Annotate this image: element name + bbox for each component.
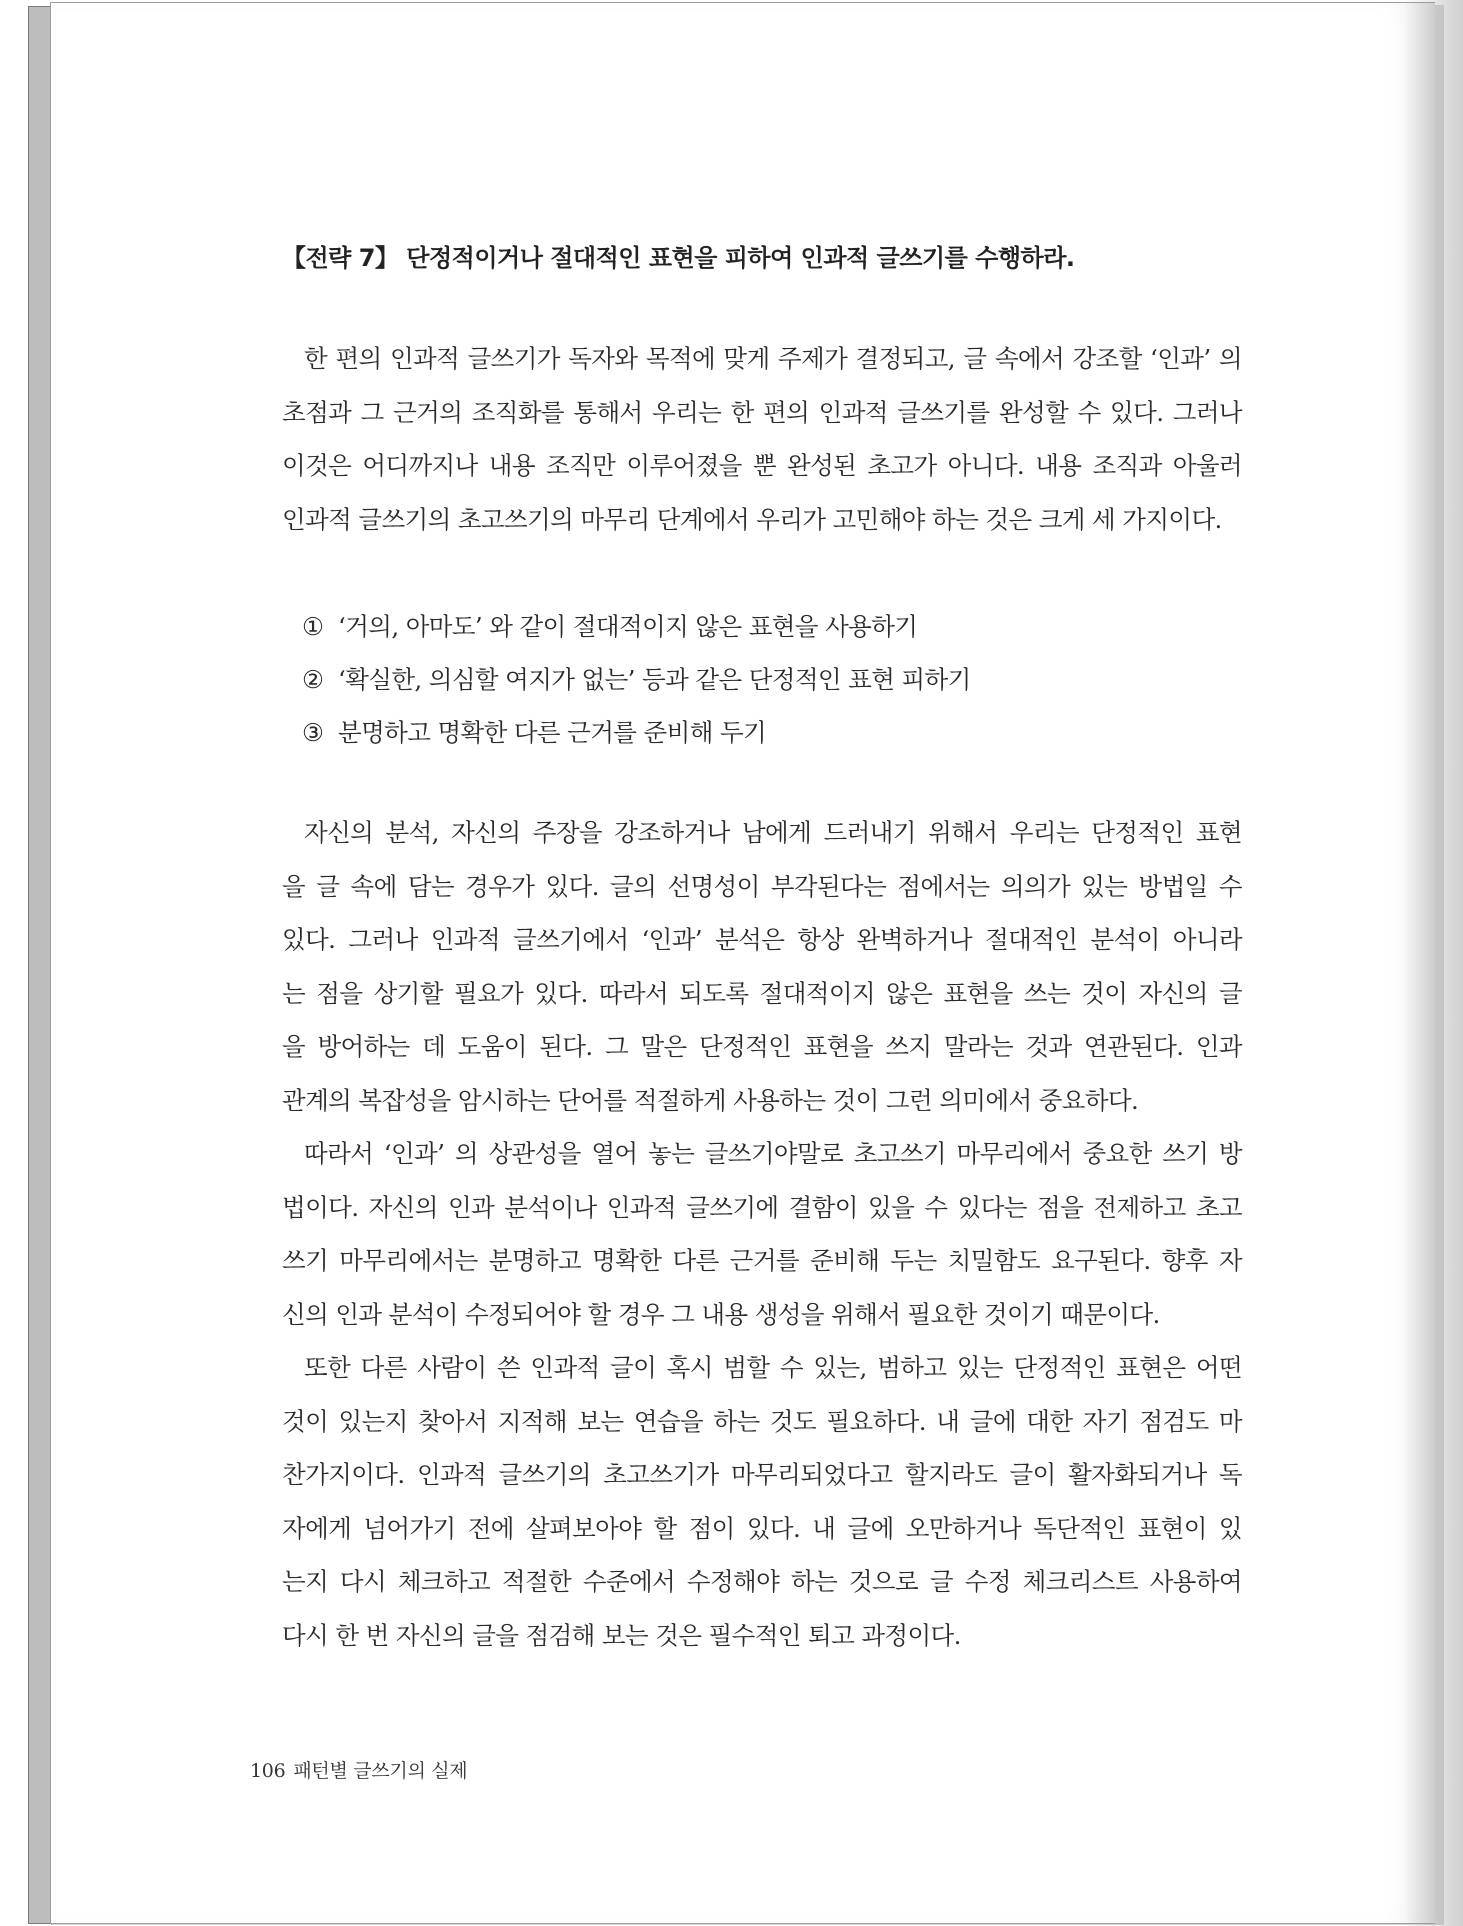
body-line: 을 방어하는 데 도움이 된다. 그 말은 단정적인 표현을 쓰지 말라는 것과 연관된다. 인과 <box>282 1032 1242 1061</box>
intro-paragraph <box>282 332 1242 546</box>
section-heading: 【전략 7】 단정적이거나 절대적인 표현을 피하여 인과적 글쓰기를 수행하라. <box>282 244 1075 272</box>
list-item-number: ② <box>302 665 324 694</box>
body-line: 있다. 그러나 인과적 글쓰기에서 ‘인과’ 분석은 항상 완벽하거나 절대적인 분석이 아니라 <box>282 925 1242 954</box>
body-line: 따라서 ‘인과’ 의 상관성을 열어 놓는 글쓰기야말로 초고쓰기 마무리에서 중요한 쓰기 방 <box>304 1139 1242 1168</box>
page-number: 106 <box>250 1760 286 1782</box>
running-title: 패턴별 글쓰기의 실제 <box>293 1760 468 1782</box>
body-line: 쓰기 마무리에서는 분명하고 명확한 다른 근거를 준비해 두는 치밀함도 요구된다. 향후 자 <box>282 1246 1242 1275</box>
list-item-text: 분명하고 명확한 다른 근거를 준비해 두기 <box>338 718 767 747</box>
body-line: 관계의 복잡성을 암시하는 단어를 적절하게 사용하는 것이 그런 의미에서 중요하다. <box>282 1085 1139 1115</box>
body-line: 는 점을 상기할 필요가 있다. 따라서 되도록 절대적이지 않은 표현을 쓰는 것이 자신의 글 <box>282 978 1242 1008</box>
body-line: 자에게 넘어가기 전에 살펴보아야 할 점이 있다. 내 글에 오만하거나 독단적인 표현이 있 <box>282 1513 1242 1543</box>
body-line: 다시 한 번 자신의 글을 점검해 보는 것은 필수적인 퇴고 과정이다. <box>282 1620 961 1650</box>
list-item-number: ① <box>302 612 324 641</box>
list-item <box>302 706 1202 759</box>
list-item-number: ③ <box>302 718 324 747</box>
page-shadow <box>1403 0 1463 1926</box>
intro-line: 한 편의 인과적 글쓰기가 독자와 목적에 맞게 주제가 결정되고, 글 속에서 강조할 ‘인과’ 의 <box>304 344 1242 373</box>
body-line: 을 글 속에 담는 경우가 있다. 글의 선명성이 부각된다는 점에서는 의의가 있는 방법일 수 <box>282 871 1242 901</box>
list-item <box>302 653 1202 706</box>
body-line: 는지 다시 체크하고 적절한 수준에서 수정해야 하는 것으로 글 수정 체크리스트 사용하여 <box>282 1567 1242 1596</box>
intro-line: 인과적 글쓰기의 초고쓰기의 마무리 단계에서 우리가 고민해야 하는 것은 크게 세 가지이다. <box>282 504 1222 534</box>
numbered-list <box>302 600 1202 759</box>
intro-line: 초점과 그 근거의 조직화를 통해서 우리는 한 편의 인과적 글쓰기를 완성할 수 있다. 그러나 <box>282 397 1242 427</box>
body-paragraphs <box>282 806 1242 1662</box>
body-line: 찬가지이다. 인과적 글쓰기의 초고쓰기가 마무리되었다고 할지라도 글이 활자화되거나 독 <box>282 1460 1242 1489</box>
list-item-text: ‘확실한, 의심할 여지가 없는’ 등과 같은 단정적인 표현 피하기 <box>338 665 971 694</box>
intro-line: 이것은 어디까지나 내용 조직만 이루어졌을 뿐 완성된 초고가 아니다. 내용 조직과 아울러 <box>282 451 1242 480</box>
page-footer <box>250 1756 467 1783</box>
list-item <box>302 600 1202 653</box>
list-item-text: ‘거의, 아마도’ 와 같이 절대적이지 않은 표현을 사용하기 <box>338 612 918 641</box>
body-line: 자신의 분석, 자신의 주장을 강조하거나 남에게 드러내기 위해서 우리는 단정적인 표현 <box>304 818 1242 847</box>
body-line: 또한 다른 사람이 쓴 인과적 글이 혹시 범할 수 있는, 범하고 있는 단정적인 표현은 어떤 <box>304 1353 1242 1382</box>
body-line: 것이 있는지 찾아서 지적해 보는 연습을 하는 것도 필요하다. 내 글에 대한 자기 점검도 마 <box>282 1406 1242 1436</box>
body-line: 법이다. 자신의 인과 분석이나 인과적 글쓰기에 결함이 있을 수 있다는 점을 전제하고 초고 <box>282 1192 1242 1222</box>
body-line: 신의 인과 분석이 수정되어야 할 경우 그 내용 생성을 위해서 필요한 것이기 때문이다. <box>282 1299 1160 1329</box>
